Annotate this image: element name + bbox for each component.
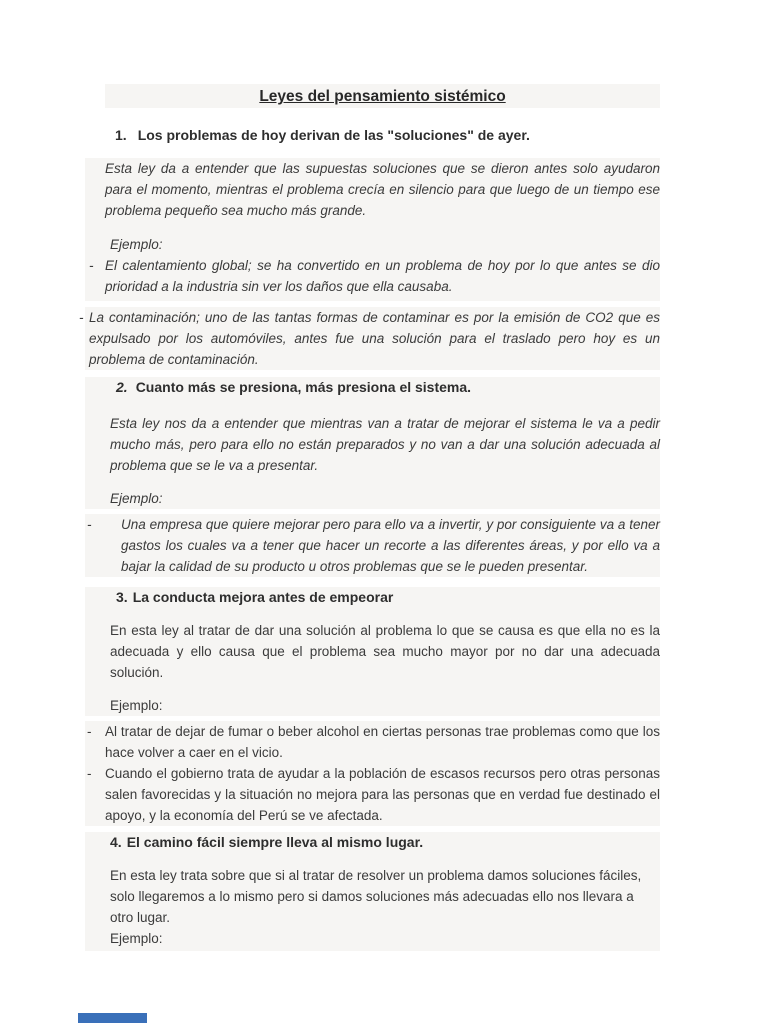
bullet-dash: - xyxy=(87,724,92,739)
section-1-bullet2-block xyxy=(79,307,660,370)
bullet-text: La contaminación; uno de las tantas formas de contaminar es por la emisión de CO2 que es expulsado por los automóviles, antes fue una solución para el traslado pero hoy es un problema de contaminación. xyxy=(89,310,660,367)
section-2-number: 2. xyxy=(116,379,128,395)
bullet-text: Al tratar de dejar de fumar o beber alcohol en ciertas personas trae problemas como que los hace volver a caer en el vicio. xyxy=(105,724,660,760)
bullet-text: Cuando el gobierno trata de ayudar a la población de escasos recursos pero otras personas salen favorecidas y la situación no mejora para las personas que en verdad fue destinado el apoyo, y la economía del Perú se ve afectada. xyxy=(105,766,660,823)
section-4-heading xyxy=(85,832,660,853)
section-2-ejemplo-label: Ejemplo: xyxy=(110,491,163,506)
bullet-text: Una empresa que quiere mejorar pero para ello va a invertir, y por consiguiente va a tener gastos los cuales va a tener que hacer un recorte a las diferentes áreas, y por ello va a bajar la calidad de su producto u otros problemas que se le pueden presentar. xyxy=(121,517,660,574)
bullet-dash: - xyxy=(89,258,94,273)
section-1-ejemplo-label: Ejemplo: xyxy=(110,237,163,252)
bullet-item xyxy=(85,255,660,297)
bullet-item xyxy=(79,307,660,370)
section-2-block xyxy=(85,377,660,509)
bullet-dash: - xyxy=(79,310,84,325)
bullet-dash: - xyxy=(87,766,92,781)
section-1-number: 1. xyxy=(115,127,127,143)
section-1-paragraph: Esta ley da a entender que las supuestas soluciones que se dieron antes solo ayudaron para el momento, mientras el problema crecía en silencio para que luego de un tiempo ese problema pequeño sea mucho más grande. xyxy=(105,161,660,218)
document-page xyxy=(79,0,660,951)
section-3-paragraph: En esta ley al tratar de dar una solución al problema lo que se causa es que ella no es la adecuada y ello causa que el problema sea mucho mayor por no dar una adecuada solución. xyxy=(110,623,660,680)
section-4-ejemplo-label: Ejemplo: xyxy=(110,931,163,946)
bullet-text: El calentamiento global; se ha convertido en un problema de hoy por lo que antes se dio prioridad a la industria sin ver los daños que ella causaba. xyxy=(105,258,660,294)
section-1-heading xyxy=(85,125,660,146)
section-3-heading-text: La conducta mejora antes de empeorar xyxy=(132,589,394,605)
section-3-heading xyxy=(85,587,660,608)
section-3-block xyxy=(85,587,660,716)
section-3-ejemplo-label: Ejemplo: xyxy=(110,698,163,713)
section-4-number: 4. xyxy=(110,834,122,850)
section-2-heading-text: Cuanto más se presiona, más presiona el sistema. xyxy=(135,379,472,395)
document-title: Leyes del pensamiento sistémico xyxy=(105,84,660,108)
section-2-heading xyxy=(85,377,660,398)
section-3-bullets-block xyxy=(85,721,660,826)
bullet-item xyxy=(85,514,660,577)
section-4-paragraph: En esta ley trata sobre que si al tratar de resolver un problema damos soluciones fáciles, solo llegaremos a lo mismo pero si damos soluciones más adecuadas ello nos llevara a otro lugar. xyxy=(110,868,642,925)
section-2-bullet-block xyxy=(85,514,660,577)
section-3-number: 3. xyxy=(116,589,128,605)
section-2-paragraph: Esta ley nos da a entender que mientras van a tratar de mejorar el sistema le va a pedir mucho más, pero para ello no están preparados y no van a dar una solución adecuada al problema que se le va a presentar. xyxy=(110,416,660,473)
section-1-heading-text: Los problemas de hoy derivan de las "soluciones" de ayer. xyxy=(137,127,530,143)
section-4-block xyxy=(85,832,660,951)
next-page-preview xyxy=(78,1013,147,1023)
bullet-dash: - xyxy=(87,517,92,532)
section-1-body-block xyxy=(85,158,660,301)
bullet-item xyxy=(85,763,660,826)
section-4-heading-text: El camino fácil siempre lleva al mismo lugar. xyxy=(126,834,424,850)
bullet-item xyxy=(85,721,660,763)
